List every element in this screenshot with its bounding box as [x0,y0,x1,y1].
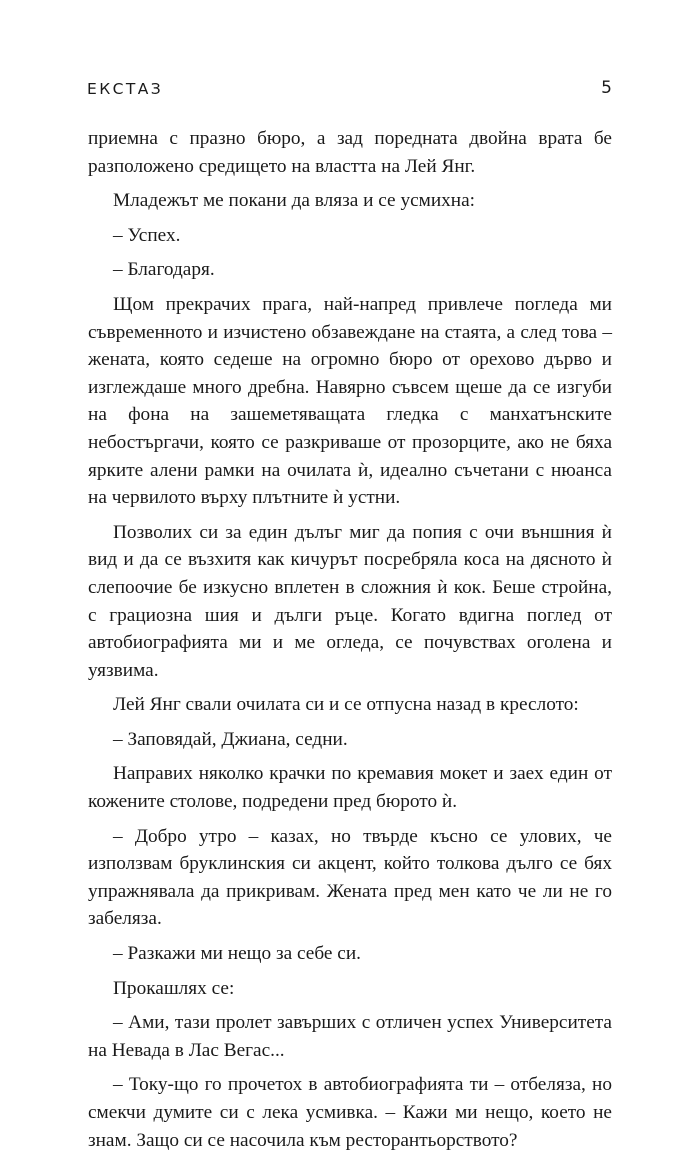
page-number: 5 [601,78,612,98]
paragraph: Позволих си за един дълъг миг да попия с очи външния ѝ вид и да се възхитя как кичурът посребряла коса на дясното ѝ слепоочие бе изкусно вплетен в сложния ѝ кок. Беше стройна, с грациозна шия и дълги ръце. Когато вдигна поглед от автобиографията ми и ме огледа, се почувствах оголена и уязвима. [88,521,612,681]
paragraph: – Току-що го прочетох в автобиографията ти – отбеляза, но смекчи думите си с лека усмивка. – Кажи ми нещо, което не знам. Защо си се насочила към ресторантьорството? [88,1074,612,1151]
running-header [84,80,616,104]
paragraph: – Заповядай, Джиана, седни. [113,728,348,750]
paragraph: Лей Янг свали очилата си и се отпусна назад в креслото: [113,694,579,716]
paragraph: Прокашлях се: [113,977,235,999]
paragraph: Щом прекрачих прага, най-напред привлече погледа ми съвременното и изчистено обзавеждане на стаята, а след това – жената, която седеше на огромно бюро от орехово дърво и изглеждаше много дребна. Навярно съвсем щеше да се изгуби на фона на зашеметяващата гледка с манхатънските небостъргачи, която се разкриваше от прозорците, ако не бяха ярките алени рамки на очилата ѝ, идеално съчетани с нюанса на червилото върху плътните ѝ устни. [88,293,612,509]
body-text [88,125,612,1161]
paragraph: приемна с празно бюро, а зад поредната двойна врата бе разположено средището на властта на Лей Янг. [88,128,612,177]
paragraph: – Ами, тази пролет завърших с отличен успех Университета на Невада в Лас Вегас... [88,1012,612,1061]
paragraph: – Успех. [113,224,181,246]
paragraph: – Благодаря. [113,259,215,281]
paragraph: Направих няколко крачки по кремавия мокет и заех един от кожените столове, подредени пред бюрото ѝ. [88,763,612,813]
running-title: ЕКСТАЗ [87,80,164,98]
paragraph: – Добро утро – казах, но твърде късно се улових, че използвам бруклинския си акцент, който толкова дълго се бях упражнявала да прикривам. Жената пред мен като че ли не го забеляза. [88,825,612,930]
paragraph: Младежът ме покани да вляза и се усмихна: [113,190,476,212]
paragraph: – Разкажи ми нещо за себе си. [113,943,361,965]
